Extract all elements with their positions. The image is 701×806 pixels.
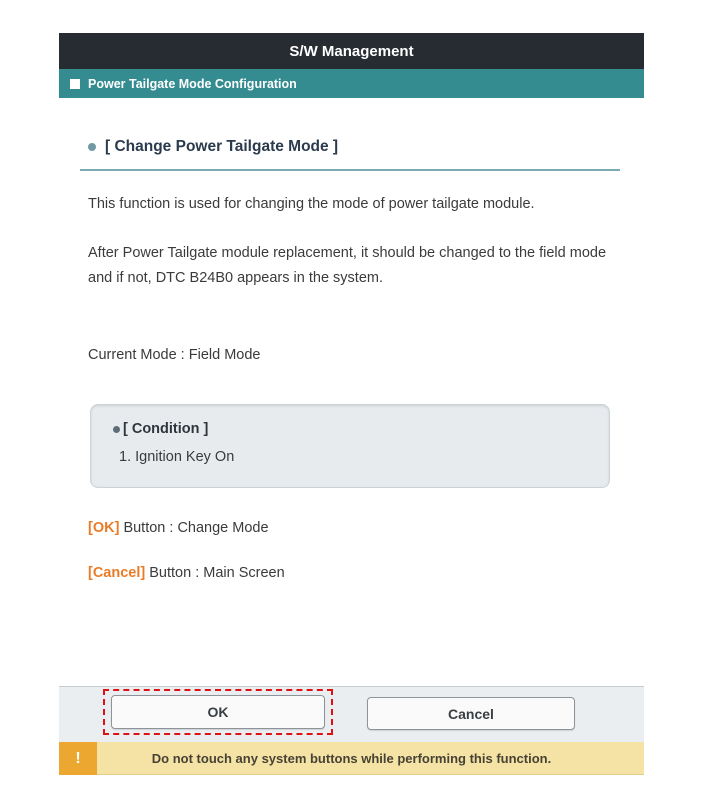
cancel-button[interactable]: Cancel: [367, 697, 575, 730]
cancel-hint-bracket-label: [Cancel]: [88, 565, 146, 581]
content-area: [59, 98, 644, 686]
ok-button-highlight: [103, 689, 333, 735]
ok-button-hint: [88, 520, 644, 536]
section-heading: [88, 138, 644, 156]
section-divider: [80, 169, 620, 171]
description-line-2: After Power Tailgate module replacement, it should be changed to the field mode and if not, DTC B24B0 appears in the system.: [88, 245, 607, 286]
footer-button-bar: [59, 686, 644, 742]
exclamation-icon: !: [59, 742, 97, 775]
function-header-bar: [59, 69, 644, 98]
condition-item: 1. Ignition Key On: [119, 449, 235, 465]
ok-hint-text: Button : Change Mode: [119, 520, 269, 536]
cancel-hint-text: Button : Main Screen: [145, 565, 285, 581]
sw-management-panel: [59, 33, 644, 775]
page-title: S/W Management: [289, 42, 414, 60]
ok-button[interactable]: OK: [111, 695, 325, 729]
section-heading-label: [ Change Power Tailgate Mode ]: [105, 138, 339, 155]
bullet-icon: [88, 143, 96, 151]
warning-bar: [59, 742, 644, 775]
bullet-icon: [113, 426, 120, 433]
condition-title-row: [113, 421, 609, 437]
function-title: Power Tailgate Mode Configuration: [88, 76, 297, 91]
current-mode-status: Current Mode : Field Mode: [88, 347, 261, 363]
condition-box: [90, 404, 610, 488]
cancel-button-hint: [88, 565, 644, 581]
ok-hint-bracket-label: [OK]: [88, 520, 120, 536]
condition-title: [ Condition ]: [123, 421, 209, 437]
description-line-1: This function is used for changing the mode of power tailgate module.: [88, 196, 535, 212]
square-bullet-icon: [70, 79, 80, 89]
window-title-bar: [59, 33, 644, 69]
warning-text: Do not touch any system buttons while performing this function.: [151, 750, 552, 766]
